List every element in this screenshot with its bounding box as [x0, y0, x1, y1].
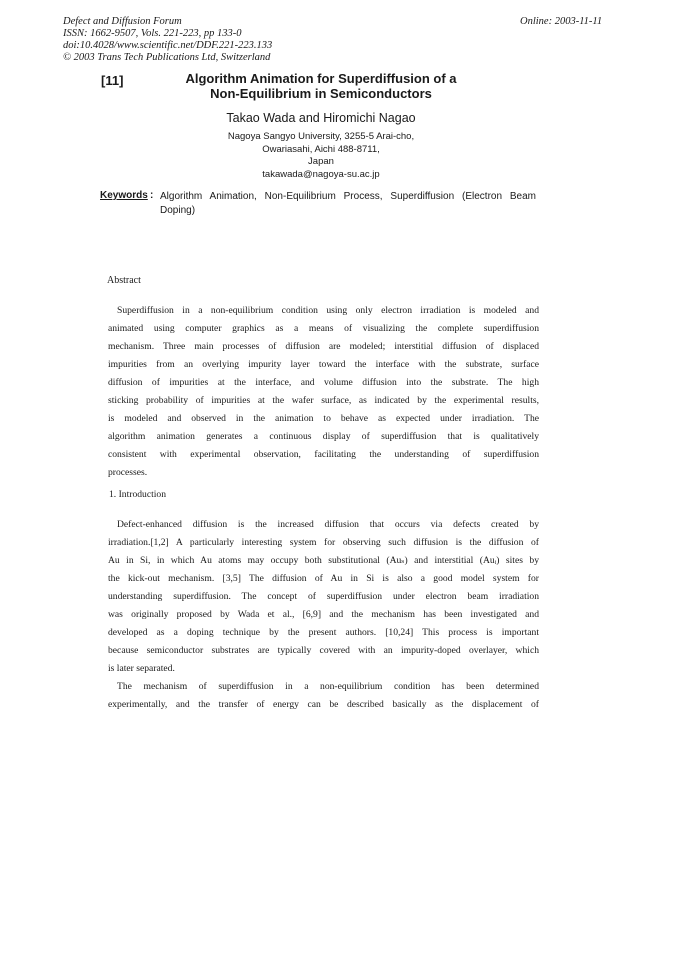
body-line: was originally proposed by Wada et al., [6,9] and the mechanism has been investigated and: [108, 609, 539, 620]
abstract-heading: Abstract: [107, 275, 141, 286]
keywords-line: Algorithm Animation, Non-Equilibrium Process, Superdiffusion (Electron Beam: [160, 191, 536, 202]
body-line: Defect-enhanced diffusion is the increased diffusion that occurs via defects created by: [117, 519, 539, 530]
abstract-line: mechanism. Three main processes of diffusion are modeled; interstitial diffusion of displaced: [108, 341, 539, 352]
journal-header: [63, 16, 272, 64]
body-line: developed as a doping technique by the present authors. [10,24] This process is important: [108, 627, 539, 638]
body-line: experimentally, and the transfer of energy can be described basically as the displacement of: [108, 699, 539, 710]
paper-title-line: Algorithm Animation for Superdiffusion of a: [185, 71, 457, 86]
keywords-list: [160, 190, 536, 218]
affiliation-line: Nagoya Sangyo University, 3255-5 Arai-cho,: [227, 131, 415, 142]
keywords-colon: :: [150, 190, 154, 201]
keywords-line: Doping): [160, 205, 196, 216]
keywords-label: Keywords: [100, 190, 148, 201]
online-date: Online: 2003-11-11: [520, 16, 603, 27]
body-line: is later separated.: [108, 663, 175, 674]
introduction-paragraph-1: [108, 516, 539, 678]
abstract-line: Superdiffusion in a non-equilibrium condition using only electron irradiation is modeled and: [117, 305, 539, 316]
body-line: the kick-out mechanism. [3,5] The diffusion of Au in Si is also a good model system for: [108, 573, 539, 584]
abstract-line: algorithm animation generates a continuous display of superdiffusion that is qualitatively: [108, 431, 539, 442]
abstract-line: animated using computer graphics as a means of visualizing the complete superdiffusion: [108, 323, 539, 334]
introduction-paragraph-2: [108, 678, 539, 714]
author-affiliation: [160, 131, 482, 181]
abstract-line: sticking probability of impurities at the wafer surface, as indicated by the experimental results,: [108, 395, 539, 406]
abstract-line: diffusion of impurities at the interface, and volume diffusion into the substrate. The high: [108, 377, 539, 388]
paper-title: [160, 71, 482, 101]
affiliation-line: Owariasahi, Aichi 488-8711,: [262, 143, 380, 155]
author-email[interactable]: takawada@nagoya-su.ac.jp: [262, 168, 380, 180]
journal-name: Defect and Diffusion Forum: [63, 16, 182, 27]
paper-number: [11]: [101, 73, 124, 88]
abstract-line: impurities from an overlying impurity layer toward the interface with the substrate, surface: [108, 359, 539, 370]
body-line: understanding superdiffusion. The concept of superdiffusion under electron beam irradiation: [108, 591, 539, 602]
body-line: because semiconductor substrates are typically covered with an impurity-doped overlayer, which: [108, 645, 539, 656]
body-line: The mechanism of superdiffusion in a non-equilibrium condition has been determined: [117, 681, 539, 692]
paper-authors: Takao Wada and Hiromichi Nagao: [226, 111, 416, 125]
body-line: Au in Si, in which Au atoms may occupy both substitutional (Auₛ) and interstitial (Auᵢ) sites by: [108, 555, 539, 566]
affiliation-line: Japan: [308, 156, 334, 167]
paper-title-line: Non-Equilibrium in Semiconductors: [210, 86, 432, 101]
abstract-body: [108, 302, 539, 482]
section-heading-introduction: 1. Introduction: [109, 489, 167, 500]
journal-doi[interactable]: doi:10.4028/www.scientific.net/DDF.221-223.133: [63, 40, 273, 51]
body-line: irradiation.[1,2] A particularly interesting system for observing such diffusion is the diffusion of: [108, 537, 539, 548]
journal-copyright: © 2003 Trans Tech Publications Ltd, Switzerland: [63, 52, 271, 63]
abstract-line: consistent with experimental observation, facilitating the understanding of superdiffusion: [108, 449, 539, 460]
abstract-line: is modeled and observed in the animation to behave as expected under irradiation. The: [108, 413, 539, 424]
abstract-line: processes.: [108, 467, 148, 478]
journal-issn: ISSN: 1662-9507, Vols. 221-223, pp 133-0: [63, 28, 242, 39]
